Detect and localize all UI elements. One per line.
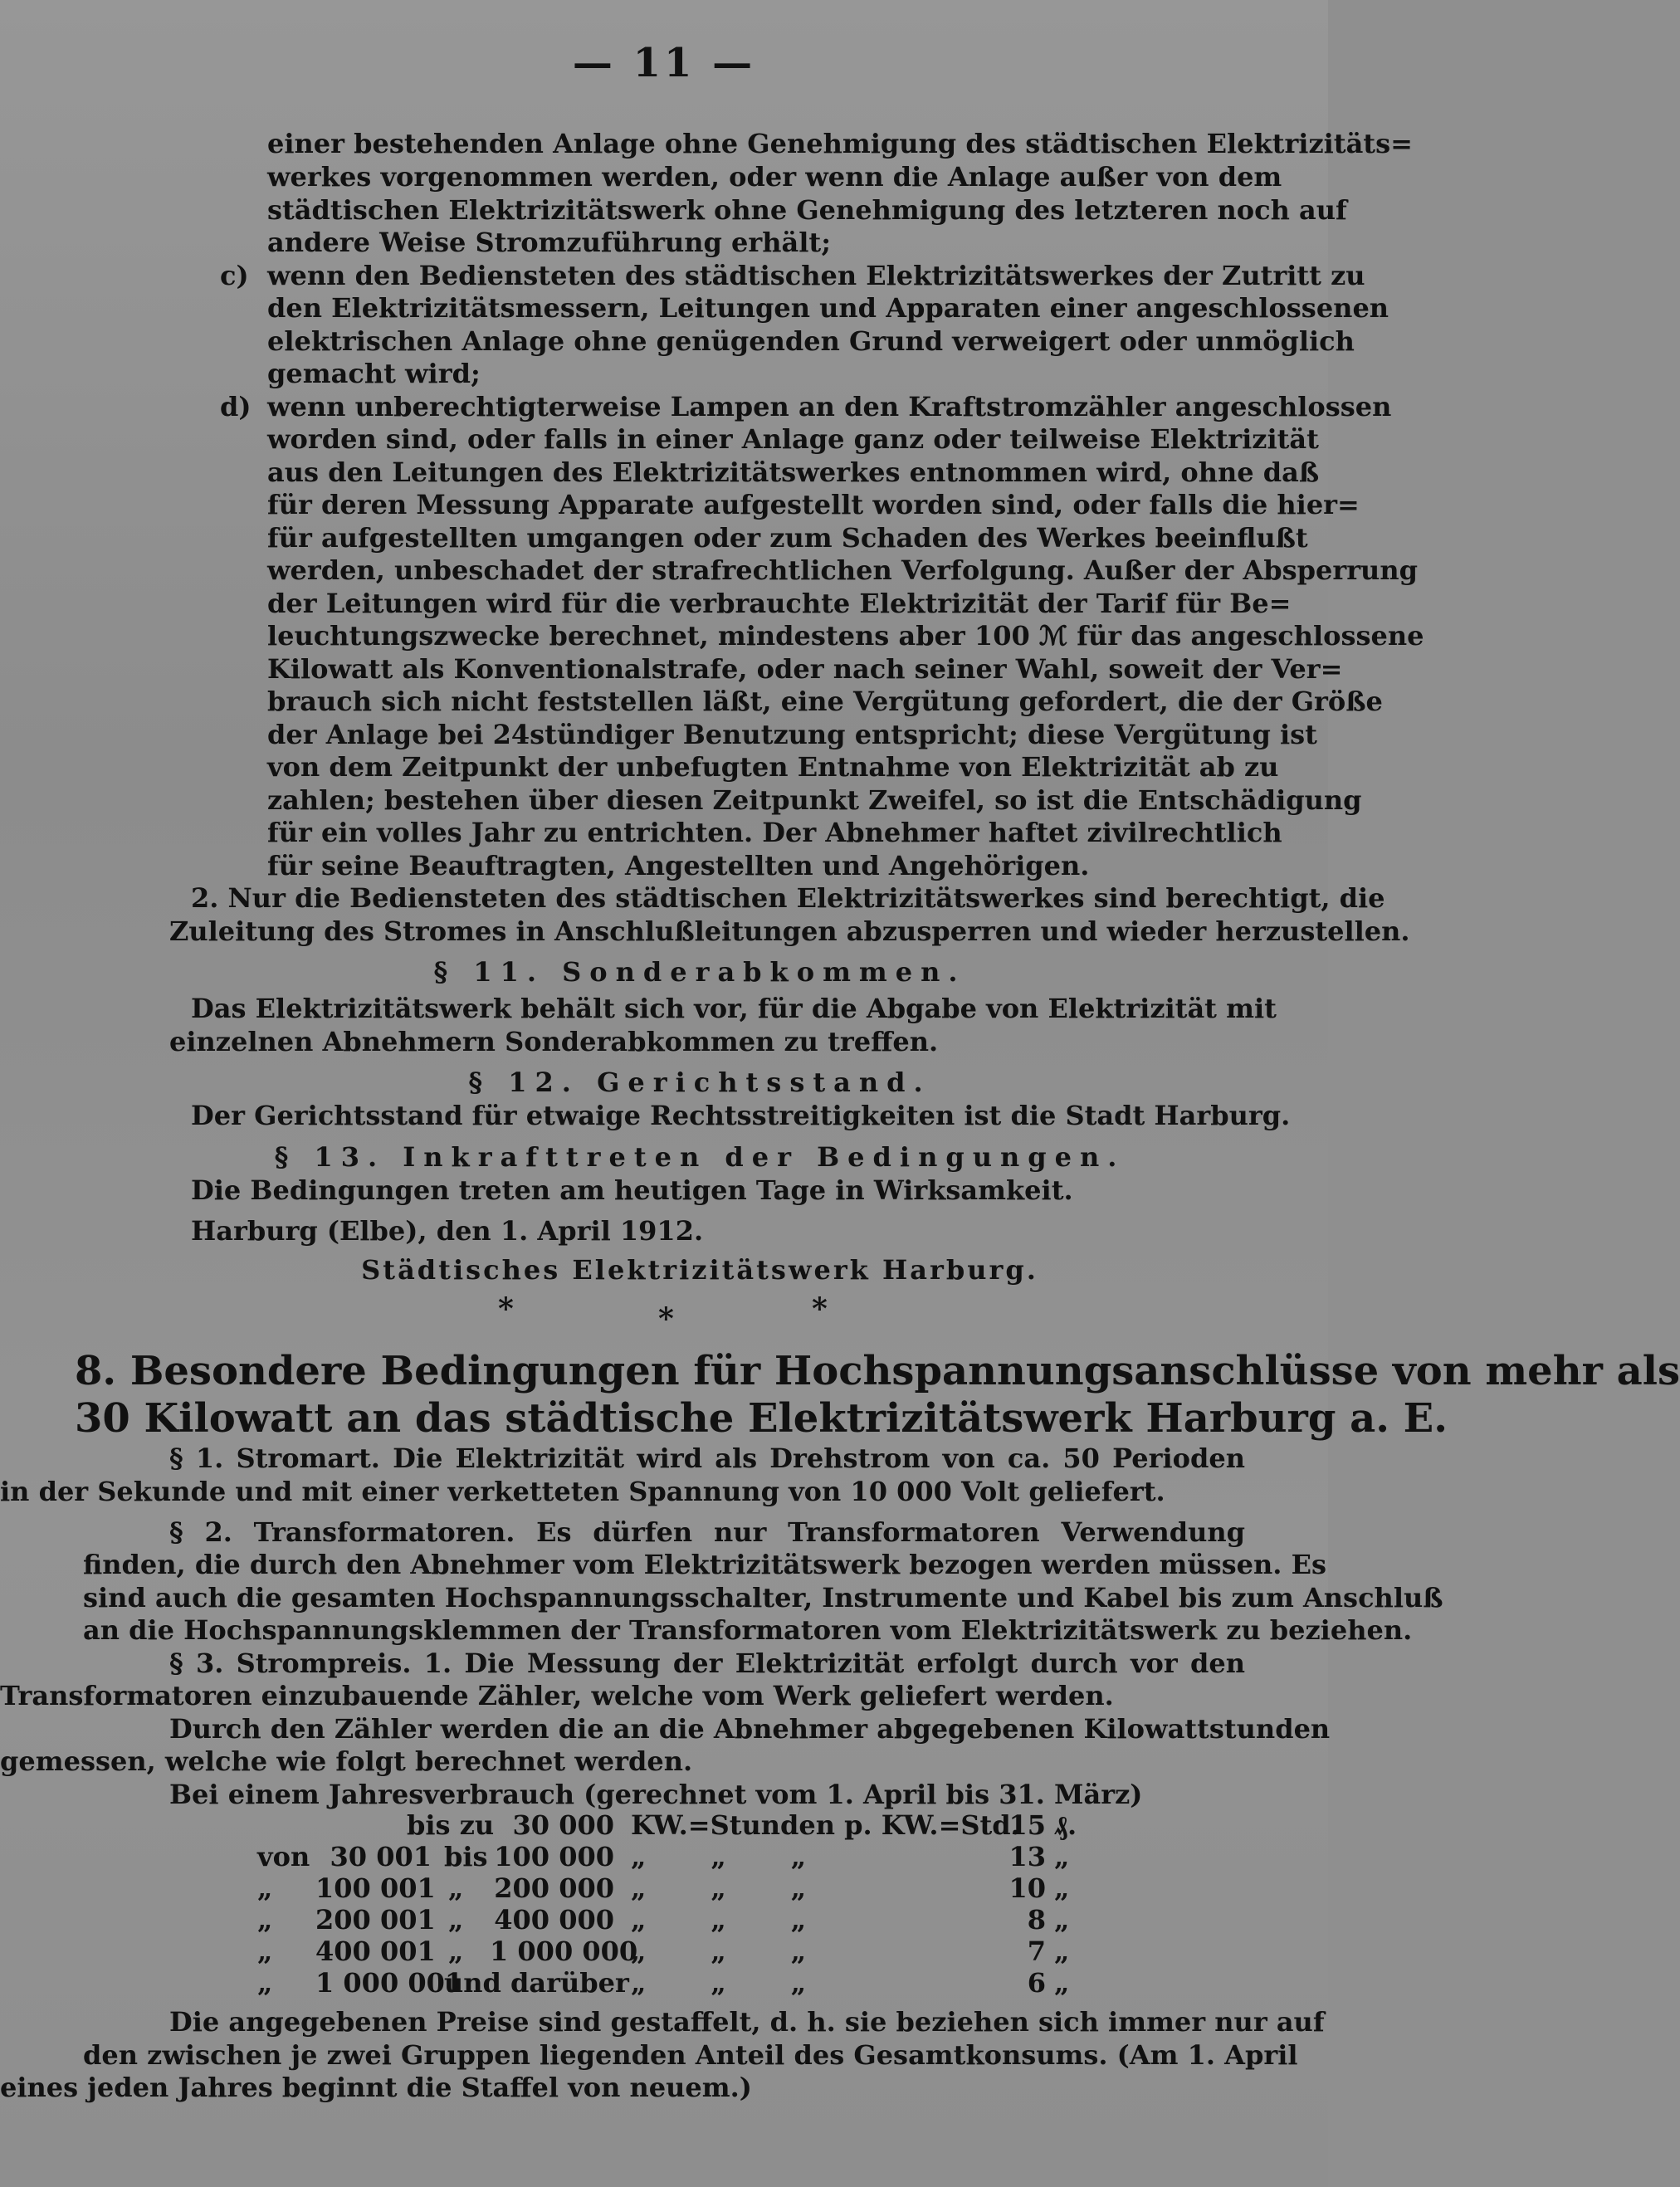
text-line: städtischen Elektrizitätswerk ohne Genehmigung des letzteren noch auf bbox=[267, 194, 1347, 226]
text-line: Der Gerichtsstand für etwaige Rechtsstreitigkeiten ist die Stadt Harburg. bbox=[191, 1100, 1291, 1131]
tariff-cell-to: 30 000 bbox=[512, 1809, 614, 1841]
text-line: einer bestehenden Anlage ohne Genehmigung des städtischen Elektrizitäts= bbox=[267, 128, 1413, 159]
item-marker-d: d) bbox=[220, 391, 252, 422]
text-line: gemacht wird; bbox=[267, 358, 481, 389]
text-line: eines jeden Jahres beginnt die Staffel von neuem.) bbox=[0, 2072, 752, 2103]
tariff-cell-to: 200 000 bbox=[494, 1872, 614, 1904]
text-line: § 3. Strompreis. 1. Die Messung der Elektrizität erfolgt durch vor den bbox=[169, 1648, 1245, 1679]
tariff-cell-price: 13 bbox=[1008, 1841, 1046, 1872]
tariff-cell-to: 400 000 bbox=[494, 1904, 614, 1936]
tariff-cell-op: „ bbox=[448, 1904, 464, 1936]
text-line: Die angegebenen Preise sind gestaffelt, d. h. sie beziehen sich immer nur auf bbox=[169, 2006, 1325, 2038]
text-line: elektrischen Anlage ohne genügenden Grund verweigert oder unmöglich bbox=[267, 325, 1355, 357]
text-line: Durch den Zähler werden die an die Abnehmer abgegebenen Kilowattstunden bbox=[169, 1713, 1331, 1745]
tariff-cell-a: von bbox=[257, 1841, 310, 1872]
tariff-cell-op: bis bbox=[444, 1841, 488, 1872]
text-line: Das Elektrizitätswerk behält sich vor, für die Abgabe von Elektrizität mit bbox=[191, 993, 1277, 1024]
tariff-cell-from: 400 001 bbox=[315, 1936, 436, 1967]
text-line: gemessen, welche wie folgt berechnet werden. bbox=[0, 1745, 693, 1777]
text-line: der Leitungen wird für die verbrauchte Elektrizität der Tarif für Be= bbox=[267, 588, 1292, 619]
tariff-cell-from: 100 001 bbox=[315, 1872, 436, 1904]
tariff-cell-price: 8 bbox=[1027, 1904, 1046, 1936]
text-line: finden, die durch den Abnehmer vom Elektrizitätswerk bezogen werden müssen. Es bbox=[83, 1549, 1326, 1580]
text-line: für seine Beauftragten, Angestellten und Angehörigen. bbox=[267, 850, 1090, 881]
tariff-cell-op: und darüber bbox=[444, 1967, 629, 1999]
signature-line: Städtisches Elektrizitätswerk Harburg. bbox=[361, 1254, 1038, 1286]
tariff-cell-cur: „ bbox=[1054, 1904, 1070, 1936]
page-number: — 11 — bbox=[572, 40, 756, 86]
text-line: Transformatoren einzubauende Zähler, welche vom Werk geliefert werden. bbox=[0, 1680, 1114, 1711]
tariff-row bbox=[0, 1904, 1328, 1936]
tariff-cell-a: „ bbox=[257, 1967, 273, 1999]
tariff-row bbox=[0, 1841, 1328, 1872]
tariff-cell-price: 10 bbox=[1008, 1872, 1046, 1904]
tariff-cell-op: „ bbox=[448, 1872, 464, 1904]
tariff-cell-cur: „ bbox=[1054, 1841, 1070, 1872]
text-line: worden sind, oder falls in einer Anlage ganz oder teilweise Elektrizität bbox=[267, 423, 1319, 455]
tariff-cell-unit: KW.=Stunden p. KW.=Std. bbox=[631, 1809, 1020, 1841]
tariff-cell-unit: „ „ „ bbox=[631, 1967, 807, 1999]
tariff-row bbox=[0, 1936, 1328, 1967]
text-line: von dem Zeitpunkt der unbefugten Entnahme von Elektrizität ab zu bbox=[267, 751, 1279, 783]
tariff-cell-unit: „ „ „ bbox=[631, 1936, 807, 1967]
text-line: in der Sekunde und mit einer verketteten Spannung von 10 000 Volt geliefert. bbox=[0, 1476, 1165, 1507]
tariff-cell-from: 200 001 bbox=[315, 1904, 436, 1936]
tariff-table bbox=[0, 1809, 1328, 2000]
text-line: Bei einem Jahresverbrauch (gerechnet vom 1. April bis 31. März) bbox=[169, 1779, 1143, 1810]
text-line: 2. Nur die Bediensteten des städtischen Elektrizitätswerkes sind berechtigt, die bbox=[191, 882, 1385, 914]
text-line: wenn unberechtigterweise Lampen an den Kraftstromzähler angeschlossen bbox=[267, 391, 1392, 422]
tariff-cell-price: 15 bbox=[1008, 1809, 1046, 1841]
tariff-row bbox=[0, 1872, 1328, 1904]
tariff-cell-unit: „ „ „ bbox=[631, 1904, 807, 1936]
tariff-row bbox=[0, 1809, 1328, 1841]
tariff-cell-cur: „ bbox=[1054, 1872, 1070, 1904]
text-line: § 2. Transformatoren. Es dürfen nur Transformatoren Verwendung bbox=[169, 1516, 1245, 1548]
tariff-cell-unit: „ „ „ bbox=[631, 1872, 807, 1904]
date-line: Harburg (Elbe), den 1. April 1912. bbox=[191, 1215, 704, 1247]
text-line: wenn den Bediensteten des städtischen Elektrizitätswerkes der Zutritt zu bbox=[267, 260, 1365, 291]
text-line: Zuleitung des Stromes in Anschlußleitungen abzusperren und wieder herzustellen. bbox=[169, 915, 1410, 947]
tariff-cell-cur: „ bbox=[1054, 1967, 1070, 1999]
text-line: werkes vorgenommen werden, oder wenn die Anlage außer von dem bbox=[267, 161, 1282, 193]
tariff-cell-cur: „ bbox=[1054, 1936, 1070, 1967]
main-heading: 8. Besondere Bedingungen für Hochspannungsanschlüsse von mehr als bbox=[75, 1348, 1680, 1394]
text-line: andere Weise Stromzuführung erhält; bbox=[267, 227, 832, 258]
text-line: der Anlage bei 24stündiger Benutzung entspricht; diese Vergütung ist bbox=[267, 719, 1317, 750]
section-title: § 13. Inkrafttreten der Bedingungen. bbox=[274, 1141, 1126, 1173]
text-line: leuchtungszwecke berechnet, mindestens aber 100 ℳ für das angeschlossene bbox=[267, 620, 1424, 652]
star-mark: * bbox=[498, 1291, 514, 1326]
tariff-cell-price: 7 bbox=[1027, 1936, 1046, 1967]
text-line: für deren Messung Apparate aufgestellt worden sind, oder falls die hier= bbox=[267, 489, 1360, 520]
tariff-cell-from: 30 001 bbox=[330, 1841, 432, 1872]
text-line: den zwischen je zwei Gruppen liegenden Anteil des Gesamtkonsums. (Am 1. April bbox=[83, 2039, 1298, 2071]
text-line: an die Hochspannungsklemmen der Transformatoren vom Elektrizitätswerk zu beziehen. bbox=[83, 1614, 1413, 1646]
tariff-cell-cur: ₰. bbox=[1054, 1809, 1077, 1841]
star-mark: * bbox=[658, 1301, 674, 1336]
text-line: werden, unbeschadet der strafrechtlichen Verfolgung. Außer der Absperrung bbox=[267, 554, 1418, 586]
tariff-cell-a: „ bbox=[257, 1904, 273, 1936]
tariff-row bbox=[0, 1967, 1328, 1999]
text-line: Die Bedingungen treten am heutigen Tage in Wirksamkeit. bbox=[191, 1174, 1073, 1206]
tariff-cell-a: „ bbox=[257, 1872, 273, 1904]
text-line: brauch sich nicht feststellen läßt, eine Vergütung gefordert, die der Größe bbox=[267, 686, 1383, 717]
text-line: den Elektrizitätsmessern, Leitungen und Apparaten einer angeschlossenen bbox=[267, 292, 1389, 324]
text-line: sind auch die gesamten Hochspannungsschalter, Instrumente und Kabel bis zum Anschluß bbox=[83, 1582, 1443, 1613]
section-title: § 12. Gerichtsstand. bbox=[468, 1067, 931, 1098]
text-line: einzelnen Abnehmern Sonderabkommen zu treffen. bbox=[169, 1026, 939, 1057]
tariff-cell-a: „ bbox=[257, 1936, 273, 1967]
item-marker-c: c) bbox=[220, 260, 249, 291]
tariff-cell-unit: „ „ „ bbox=[631, 1841, 807, 1872]
tariff-cell-to: 100 000 bbox=[494, 1841, 614, 1872]
tariff-cell-from: 1 000 001 bbox=[315, 1967, 464, 1999]
tariff-cell-to: 1 000 000 bbox=[490, 1936, 638, 1967]
text-line: für ein volles Jahr zu entrichten. Der Abnehmer haftet zivilrechtlich bbox=[267, 817, 1282, 848]
text-line: zahlen; bestehen über diesen Zeitpunkt Zweifel, so ist die Entschädigung bbox=[267, 784, 1362, 816]
tariff-cell-op: bis zu bbox=[407, 1809, 495, 1841]
tariff-cell-price: 6 bbox=[1027, 1967, 1046, 1999]
text-line: Kilowatt als Konventionalstrafe, oder nach seiner Wahl, soweit der Ver= bbox=[267, 653, 1343, 685]
text-line: § 1. Stromart. Die Elektrizität wird als Drehstrom von ca. 50 Perioden bbox=[169, 1443, 1245, 1474]
star-mark: * bbox=[812, 1291, 828, 1326]
tariff-cell-op: „ bbox=[448, 1936, 464, 1967]
main-heading: 30 Kilowatt an das städtische Elektrizitätswerk Harburg a. E. bbox=[75, 1395, 1448, 1442]
section-title: § 11. Sonderabkommen. bbox=[433, 956, 966, 988]
text-line: für aufgestellten umgangen oder zum Schaden des Werkes beeinflußt bbox=[267, 522, 1308, 554]
text-line: aus den Leitungen des Elektrizitätswerkes entnommen wird, ohne daß bbox=[267, 456, 1320, 488]
